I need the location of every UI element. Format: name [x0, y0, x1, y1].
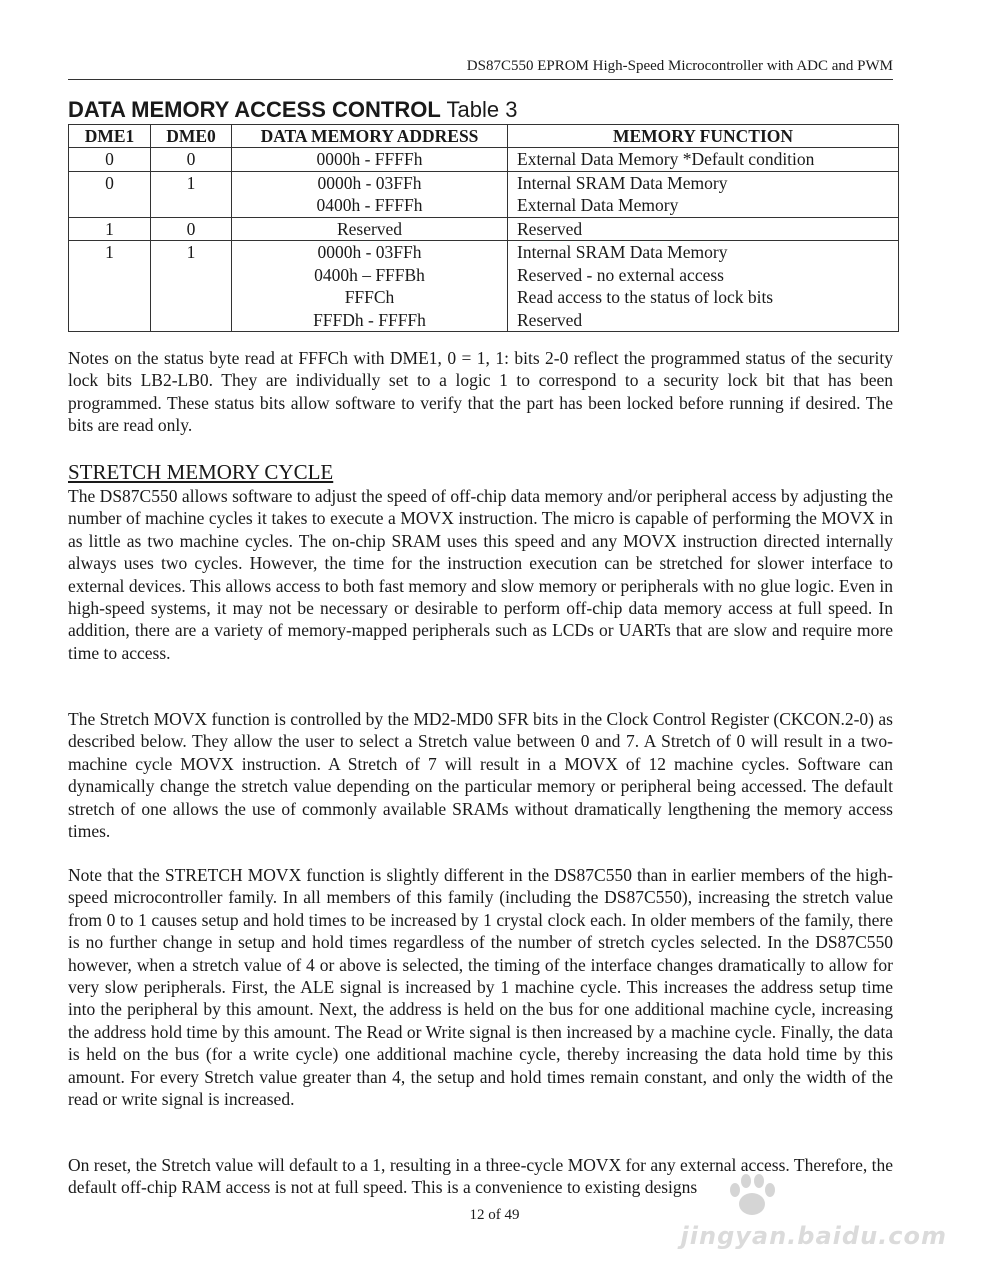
running-header: DS87C550 EPROM High-Speed Microcontroller with ADC and PWM: [466, 58, 893, 74]
paw-logo-icon: [717, 1170, 787, 1220]
notes-paragraph: Notes on the status byte read at FFFCh with DME1, 0 = 1, 1: bits 2-0 reflect the programmed status of the security lock bits LB2-LB0. They are individually set to a logic 1 to correspond to a security lock bit that has been programmed. These status bits allow software to verify that the part has been locked before running if desired. The bits are read only.: [68, 348, 893, 436]
table-title-suffix: Table 3: [440, 97, 518, 122]
cell-dme0: 0: [151, 217, 232, 241]
cell-address: 0000h - FFFFh: [232, 148, 508, 172]
cell-dme0: 0: [151, 148, 232, 172]
table-title-bold: DATA MEMORY ACCESS CONTROL: [68, 97, 441, 122]
table-header-row: [69, 125, 899, 148]
cell-dme0: 1: [151, 171, 232, 217]
section-paragraph-4: On reset, the Stretch value will default to a 1, resulting in a three-cycle MOVX for any external access. Therefore, the default off-chip RAM access is not at full speed. This is a convenience to existing designs: [68, 1155, 893, 1198]
section-paragraph-2: The Stretch MOVX function is controlled by the MD2-MD0 SFR bits in the Clock Control Register (CKCON.2-0) as described below. They allow the user to select a Stretch value between 0 and 7. A Stretch of 0 will result in a two-machine cycle MOVX instruction. A Stretch of 7 will result in a MOVX of 12 machine cycles. Software can dynamically change the stretch value depending on the particular memory or peripheral being accessed. The default stretch of one allows the use of commonly available SRAMs without dramatically lengthening the memory access times.: [68, 709, 893, 842]
table-title: [68, 98, 517, 122]
cell-dme0: 1: [151, 241, 232, 332]
section-heading: STRETCH MEMORY CYCLE: [68, 460, 334, 484]
cell-function: Internal SRAM Data Memory External Data Memory: [508, 171, 899, 217]
cell-address: 0000h - 03FFh 0400h – FFFBh FFFCh FFFDh - FFFFh: [232, 241, 508, 332]
table-row: [69, 171, 899, 217]
table-row: [69, 148, 899, 172]
column-header-function: MEMORY FUNCTION: [508, 125, 899, 148]
section-paragraph-1: The DS87C550 allows software to adjust the speed of off-chip data memory and/or peripheral access by adjusting the number of machine cycles it takes to execute a MOVX instruction. The micro is capable of performing the MOVX in as little as two machine cycles. The on-chip SRAM uses this speed and any MOVX instruction directed internally always uses two cycles. However, the time for the instruction execution can be stretched for slower interface to external devices. This allows access to both fast memory and slow memory or peripherals with no glue logic. Even in high-speed systems, it may not be necessary or desirable to perform off-chip data memory access at full speed. In addition, there are a variety of memory-mapped peripherals such as LCDs or UARTs that are slow and require more time to access.: [68, 486, 893, 663]
section-paragraph-3: Note that the STRETCH MOVX function is slightly different in the DS87C550 than in earlier members of the high-speed microcontroller family. In all members of this family (including the DS87C550), increasing the stretch value from 0 to 1 causes setup and hold times to be increased by 1 crystal clock each. In older members of the family, there is no further change in setup and hold times regardless of the number of stretch cycles selected. In the DS87C550 however, when a stretch value of 4 or above is selected, the timing of the interface changes dramatically to allow for very slow peripherals. First, the ALE signal is increased by 1 machine cycle. This increases the address setup time into the peripheral by this amount. Next, the address is held on the bus for one additional machine cycle, increasing the address hold time by this amount. The Read or Write signal is then increased by a machine cycle. Finally, the data is held on the bus (for a write cycle) one additional machine cycle, thereby increasing the data hold time by this amount. For every Stretch value greater than 4, the setup and hold times remain constant, and only the width of the read or write signal is increased.: [68, 865, 893, 1110]
table-row: [69, 217, 899, 241]
cell-dme1: 0: [69, 148, 151, 172]
cell-function: Reserved: [508, 217, 899, 241]
watermark: [680, 1170, 947, 1250]
column-header-address: DATA MEMORY ADDRESS: [232, 125, 508, 148]
page-number: 12 of 49: [469, 1207, 520, 1223]
data-memory-access-table: [68, 124, 899, 332]
cell-function: Internal SRAM Data Memory Reserved - no external access Read access to the status of lock bits Reserved: [508, 241, 899, 332]
notes-block: [68, 347, 893, 437]
cell-address: Reserved: [232, 217, 508, 241]
column-header-dme1: DME1: [69, 125, 151, 148]
cell-function: External Data Memory *Default condition: [508, 148, 899, 172]
column-header-dme0: DME0: [151, 125, 232, 148]
cell-dme1: 1: [69, 217, 151, 241]
header-divider: [68, 79, 893, 80]
cell-dme1: 0: [69, 171, 151, 217]
table-row: [69, 241, 899, 332]
cell-address: 0000h - 03FFh 0400h - FFFFh: [232, 171, 508, 217]
cell-dme1: 1: [69, 241, 151, 332]
watermark-text: jingyan.baidu.com: [680, 1222, 947, 1250]
